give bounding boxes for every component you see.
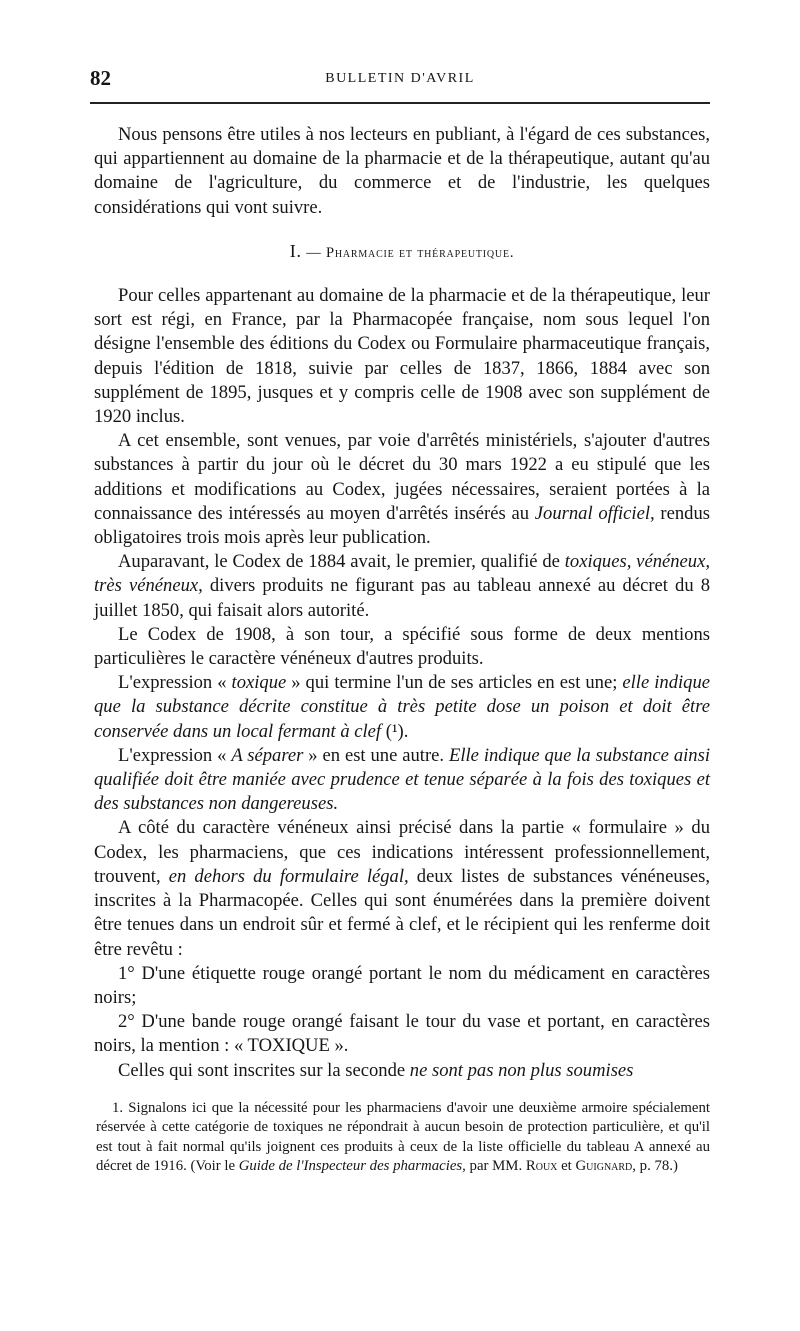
- footnote-text: [96, 1099, 710, 1176]
- section-dash: —: [306, 244, 322, 261]
- italic-run: A séparer: [231, 744, 304, 766]
- list-item: 2° D'une bande rouge orangé faisant le tour du vase et portant, en caractères noirs, la mention : « TOXIQUE ».: [94, 1011, 710, 1057]
- text-run: A cet ensemble, sont venues, par voie d'arrêtés ministériels, s'ajouter d'autres substances à partir du jour où le décret du 30 mars 1922 a eu stipulé que les additions et modifications au Codex, jugées nécessaires, seraient portées à la connaissance des intéressés au moyen d'arrêtés insérés au: [94, 430, 710, 524]
- text-run: par MM.: [465, 1157, 526, 1174]
- footnote: [96, 1099, 710, 1176]
- text-run: 1. Signalons ici que la nécessité pour les pharmaciens d'avoir une deuxième armoire spécialement réservée à cette catégorie de toxiques ne répondrait à aucun besoin de protection particulière, et qu'il est tout à fait normal qu'ils joignent ces produits à ceux de la liste officielle du tableau A annexé au décret de 1916. (Voir le: [96, 1100, 710, 1174]
- footnote-reference: (¹).: [385, 720, 409, 742]
- page-number: 82: [90, 66, 111, 90]
- paragraph: [94, 1059, 710, 1083]
- text-run: divers produits ne figurant pas au tableau annexé au décret du 8 juillet 1850, qui faisait alors autorité.: [94, 575, 711, 621]
- header-rule: [90, 102, 710, 104]
- text-run: L'expression «: [118, 672, 232, 694]
- text-run: » qui termine l'un de ses articles en est une;: [286, 672, 623, 694]
- text-run: deux listes de substances vénéneuses, inscrites à la Pharmacopée. Celles qui sont énumérées dans la première doivent être tenues dans un endroit sûr et fermé à clef, et le récipient qui les renferme doit être revêtu :: [94, 865, 711, 960]
- author-name: Guignard: [575, 1157, 633, 1174]
- italic-run: elle indique que la substance décrite constitue à très petite dose un poison et doit être conservée dans un local fermant à clef: [94, 672, 710, 742]
- list-item: 1° D'une étiquette rouge orangé portant le nom du médicament en caractères noirs;: [94, 962, 710, 1008]
- italic-run: toxique: [231, 672, 287, 694]
- text-run: Auparavant, le Codex de 1884 avait, le premier, qualifié de: [118, 551, 565, 573]
- text-run: et: [557, 1157, 576, 1174]
- text-run: » en est une autre.: [303, 744, 449, 766]
- running-head: [90, 66, 710, 96]
- section-heading: [94, 239, 710, 265]
- italic-run: Elle indique que la substance ainsi qualifiée doit être maniée avec prudence et tenue séparée à la fois des toxiques et des substances non dangereuses.: [94, 744, 710, 815]
- paragraph: [94, 550, 710, 623]
- paragraph: [94, 816, 710, 961]
- text-run: rendus obligatoires trois mois après leur publication.: [94, 502, 710, 549]
- paragraph: Pour celles appartenant au domaine de la pharmacie et de la thérapeutique, leur sort est régi, en France, par la Pharmacopée française, nom sous lequel l'on désigne l'ensemble des éditions du Codex ou Formulaire pharmaceutique français, depuis l'édition de 1818, suivie par celles de 1837, 1866, 1884 avec son supplément de 1895, jusques et y compris celle de 1908 avec son supplément de 1920 inclus.: [94, 285, 710, 428]
- paragraph: [94, 744, 710, 817]
- paragraph: Le Codex de 1908, à son tour, a spécifié sous forme de deux mentions particulières le caractère vénéneux d'autres produits.: [94, 623, 710, 670]
- paragraph: [94, 671, 710, 744]
- section-title: Pharmacie et thérapeutique.: [325, 244, 515, 261]
- italic-run: toxiques, vénéneux, très vénéneux,: [94, 551, 710, 597]
- text-run: , p. 78.): [632, 1157, 678, 1174]
- text-run: L'expression «: [118, 744, 232, 766]
- text-run: Celles qui sont inscrites sur la seconde: [118, 1059, 410, 1081]
- section-numeral: I.: [289, 240, 302, 261]
- text-run: A côté du caractère vénéneux ainsi précisé dans la partie « formulaire » du Codex, les pharmaciens, que ces indications intéressent professionnellement, trouvent,: [94, 817, 710, 887]
- italic-run: en dehors du formulaire légal,: [168, 865, 409, 887]
- author-name: Roux: [525, 1157, 558, 1174]
- paragraph: [94, 429, 710, 550]
- body-text: [94, 123, 710, 1083]
- running-title: BULLETIN D'AVRIL: [325, 71, 475, 86]
- italic-run: ne sont pas non plus soumises: [409, 1059, 634, 1081]
- italic-run: Journal officiel,: [534, 502, 655, 524]
- paragraph: Nous pensons être utiles à nos lecteurs en publiant, à l'égard de ces substances, qui appartiennent au domaine de la pharmacie et de la thérapeutique, autant qu'au domaine de l'agriculture, du commerce et de l'industrie, les quelques considérations qui vont suivre.: [94, 124, 710, 218]
- italic-run: Guide de l'Inspecteur des pharmacies,: [238, 1157, 466, 1174]
